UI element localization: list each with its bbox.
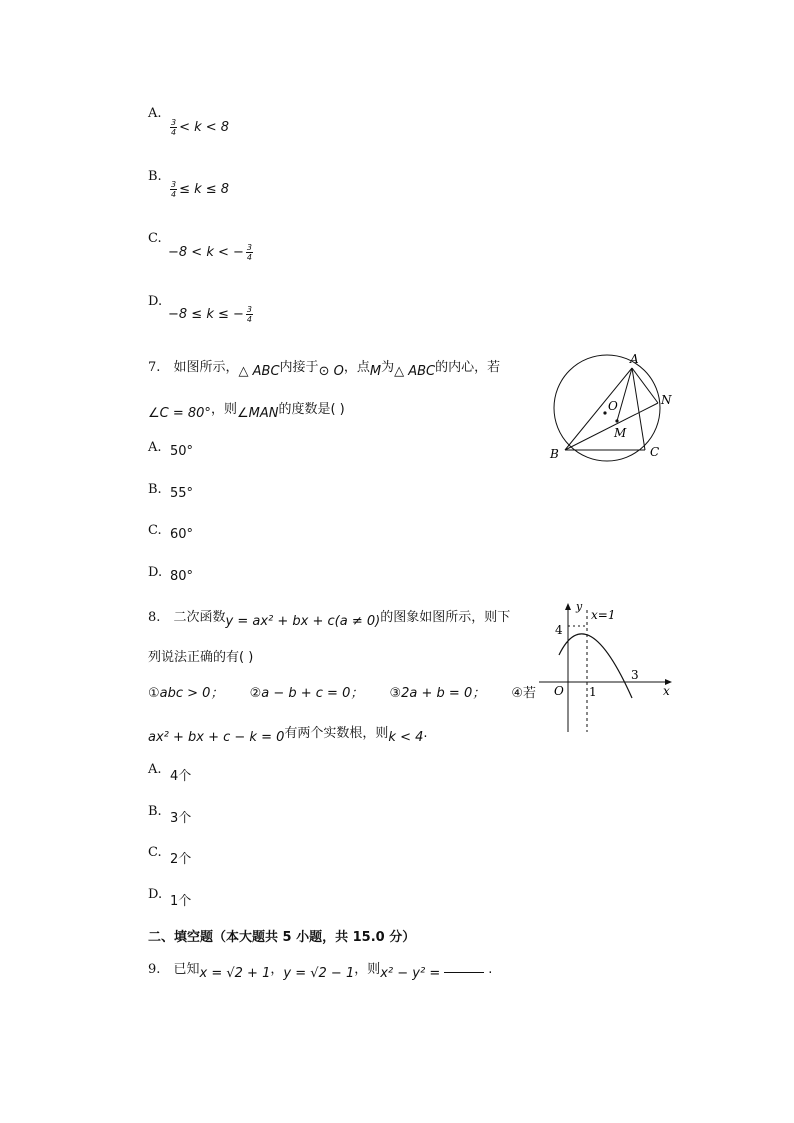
option-math: $\frac{3}{4}$ ≤ k ≤ 8	[171, 180, 230, 199]
option-text: 3个	[170, 811, 192, 826]
label-m: M	[614, 426, 627, 440]
label-b: B	[550, 447, 559, 461]
label-axis-x1: x=1	[591, 608, 616, 622]
option-text: 55°	[170, 486, 194, 501]
option-label: B.	[148, 169, 162, 184]
label-3: 3	[631, 668, 639, 682]
segment-am	[617, 368, 632, 421]
label-origin: O	[554, 684, 564, 698]
label-4: 4	[555, 623, 563, 637]
question-number: 8.	[148, 610, 161, 625]
q7-stem-line2: $_{\angle C = 80^\circ}$，则$_{\angle MAN}$的度数是( )	[148, 402, 345, 421]
option-label: C.	[148, 231, 162, 246]
option-math: $\frac{3}{4}$ < k < 8	[171, 118, 230, 137]
question-number: 9.	[148, 962, 161, 977]
option-label: D.	[148, 565, 163, 580]
label-x: x	[663, 684, 670, 698]
label-y: y	[576, 600, 583, 613]
label-n: N	[661, 393, 672, 407]
q8-stem-line2: 列说法正确的有( )	[148, 650, 254, 665]
option-label: D.	[148, 887, 163, 902]
option-label: C.	[148, 523, 162, 538]
option-label: B.	[148, 482, 162, 497]
option-text: 1个	[170, 894, 192, 909]
q8-parabola-figure	[535, 598, 680, 738]
option-label: A.	[148, 106, 162, 121]
option-text: 50°	[170, 444, 194, 459]
answer-blank[interactable]	[444, 961, 484, 973]
q8-stem-line4: $_{ax^2 + bx + c - k = 0}$有两个实数根，则$_{k < 4}$.	[148, 726, 428, 745]
section-heading: 二、填空题（本大题共 5 小题，共 15.0 分）	[148, 930, 416, 945]
option-math: −8 < k < − $\frac{3}{4}$	[168, 243, 252, 262]
option-label: D.	[148, 294, 163, 309]
option-label: A.	[148, 440, 162, 455]
option-math: −8 ≤ k ≤ − $\frac{3}{4}$	[168, 305, 252, 324]
option-text: 60°	[170, 527, 194, 542]
q7-circle-figure	[540, 350, 680, 465]
y-axis-arrow	[565, 603, 571, 610]
label-a: A	[630, 352, 639, 366]
incenter-dot	[615, 419, 618, 422]
option-text: 2个	[170, 852, 192, 867]
option-text: 4个	[170, 769, 192, 784]
option-label: A.	[148, 762, 162, 777]
center-dot	[603, 411, 606, 414]
option-label: B.	[148, 804, 162, 819]
q9-stem: 9. 已知$_{x = √2 + 1}$，$_{y = √2 - 1}$，则$_{x^2 - y^2 =}$ .	[148, 962, 493, 981]
label-o: O	[608, 399, 618, 413]
option-label: C.	[148, 845, 162, 860]
q8-stem-line1: 8. 二次函数$_{y = ax^2 + bx + c(a \ne 0)}$的图象如图所示，则下	[148, 610, 511, 629]
option-text: 80°	[170, 569, 194, 584]
question-number: 7.	[148, 360, 161, 375]
segment-an	[632, 368, 658, 403]
label-1: 1	[589, 685, 597, 699]
q7-stem-line1: 7. 如图所示，$_{\triangle ABC}$内接于$_{⊙ O}$，点$_M$为$_{\triangle ABC}$的内心，若	[148, 360, 501, 379]
label-c: C	[650, 445, 660, 459]
q8-statements: ①abc > 0； ②a − b + c = 0； ③2a + b = 0； ④若	[148, 686, 537, 701]
side-ac	[632, 368, 645, 450]
